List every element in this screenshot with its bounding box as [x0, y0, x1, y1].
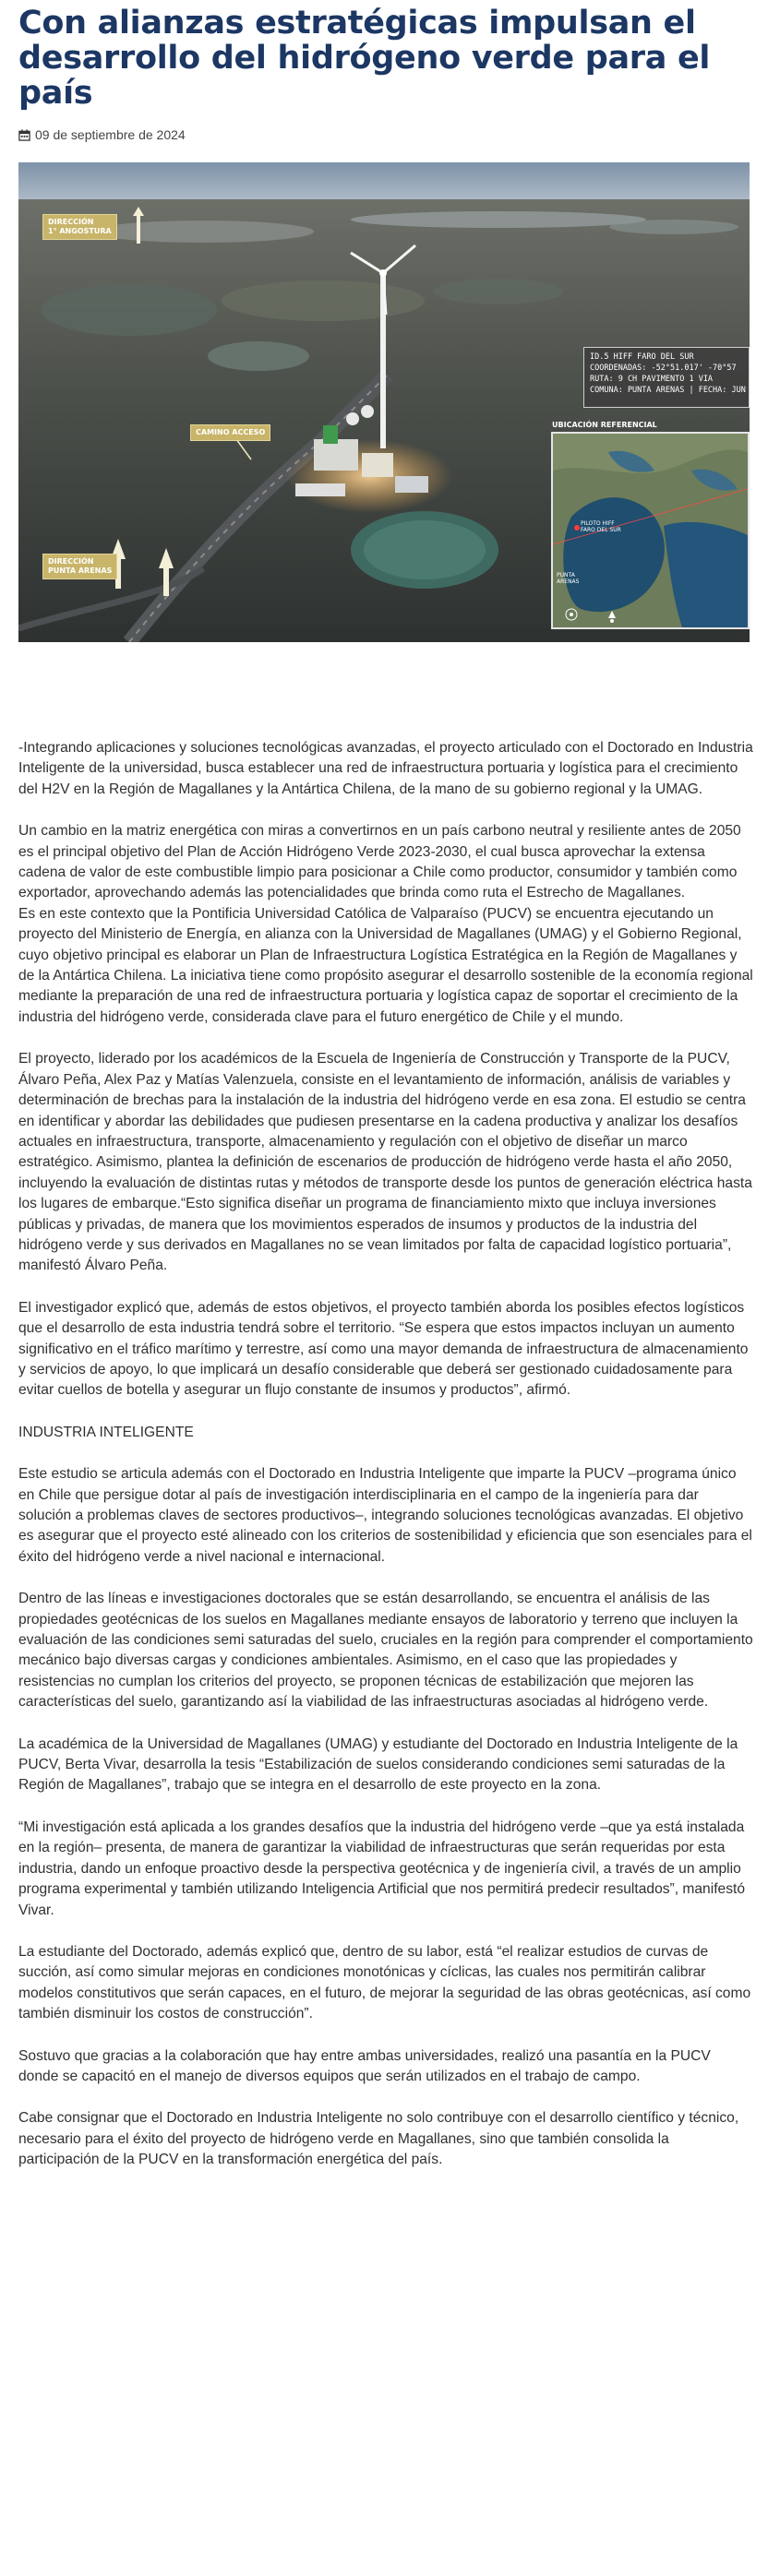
location-infobox	[583, 347, 750, 408]
map-marker-icon	[574, 525, 580, 531]
paragraph: La académica de la Universidad de Magallanes (UMAG) y estudiante del Doctorado en Industria Inteligente de la PUCV, Berta Vivar, desarrolla la tesis “Estabilización de suelos considerando condiciones semi saturadas de la Región de Magallanes”, trabajo que se integra en el desarrollo de este proyecto en la zona.	[18, 1735, 738, 1794]
location-map-inset	[551, 432, 750, 629]
article-body	[18, 738, 753, 2171]
paragraph: El investigador explicó que, además de estos objetivos, el proyecto también aborda los posibles efectos logísticos que el desarrollo de esta industria tendrá sobre el territorio. “Se espera que estos impactos incluyan un aumento significativo en el tráfico marítimo y terrestre, así como una mayor demanda de infraestructura de almacenamiento y servicios de apoyo, lo que implicará un desafío considerable que deberá ser gestionado cuidadosamente para evitar cuellos de botella y asegurar un flujo constante de insumos y productos”, afirmó.	[18, 1299, 749, 1399]
paragraph: Este estudio se articula además con el Doctorado en Industria Inteligente que imparte la PUCV –programa único en Chile que persigue dotar al país de investigación interdisciplinaria en el campo de la ingeniería para dar solución a problemas claves de sectores productivos–, integrando soluciones tecnológicas avanzadas. El objetivo es asegurar que el proyecto esté alineado con los criterios de sostenibilidad y eficiencia que son esenciales para el éxito del hidrógeno verde a nivel nacional e internacional.	[18, 1466, 752, 1565]
paragraph: El proyecto, liderado por los académicos de la Escuela de Ingeniería de Construcción y Transporte de la PUCV, Álvaro Peña, Alex Paz y Matías Valenzuela, consiste en el levantamiento de información, análisis de variables y determinación de brechas para la instalación de la industria del hidrógeno verde en esa zona. El estudio se centra en identificar y abordar las debilidades que pudiesen presentarse en la cadena productiva y analizar los desafíos actuales en infraestructura, transporte, almacenamiento y regulación con el objetivo de diseñar un marco estratégico. Asimismo, plantea la definición de escenarios de producción de hidrógeno verde hasta el año 2050, incluyendo la evaluación de distintas rutas y métodos de transporte desde los puntos de generación eléctrica hasta los lugares de embarque.“Esto significa diseñar un programa de financiamiento mixto que incluya inversiones públicas y privadas, de manera que los movimientos esperados de insumos y productos de la industria del hidrógeno verde y sus derivados en Magallanes no se vean limitados por falta de capacidad logístico portuaria”, manifestó Álvaro Peña.	[18, 1051, 752, 1274]
paragraph: Sostuvo que gracias a la colaboración que hay entre ambas universidades, realizó una pasantía en la PUCV donde se capacitó en el manejo de diversos equipos que serán utilizados en el trabajo de campo.	[18, 2047, 711, 2084]
sign-line: 1° ANGOSTURA	[48, 227, 112, 235]
map-label: UBICACIÓN REFERENCIAL	[552, 421, 657, 429]
paragraph: La estudiante del Doctorado, además explicó que, dentro de su labor, está “el realizar estudios de curvas de succión, así como simular mejoras en condiciones monotónicas y cíclicas, las cuales nos permitirán calibrar modelos constitutivos que serán capaces, en el futuro, de mejorar la seguridad de las obras geotécnicas, así como también disminuir los costos de construcción”.	[18, 1943, 751, 2022]
sign-direccion-angostura	[42, 214, 117, 240]
paragraph: “Mi investigación está aplicada a los grandes desafíos que la industria del hidrógeno verde –que ya está instalada en la región– presenta, de manera de garantizar la viabilidad de infraestructuras que serán requeridas por esta industria, dando un enfoque proactivo desde la perspectiva geotécnica y de ingeniería civil, a través de un amplio programa experimental y también utilizando Inteligencia Artificial que nos permitirá predecir resultados”, manifestó Vivar.	[18, 1819, 746, 1918]
sign-direccion-punta-arenas	[42, 554, 117, 579]
inset-pin-label	[581, 520, 621, 533]
infobox-line: ID.5 HIFF FARO DEL SUR	[590, 352, 694, 362]
calendar-icon	[18, 129, 30, 141]
paragraph: Es en este contexto que la Pontificia Universidad Católica de Valparaíso (PUCV) se encuentra ejecutando un proyecto del Ministerio de Energía, en alianza con la Universidad de Magallanes (UMAG) y el Gobierno Regional, cuyo objetivo principal es elaborar un Plan de Infraestructura Logística Estratégica en la Región de Magallanes y de la Antártica Chilena. La iniciativa tiene como propósito asegurar el desarrollo sostenible de la economía regional mediante la preparación de una red de infraestructura portuaria y logística capaz de soportar el crecimiento de la industria del hidrógeno verde, considerada clave para el futuro energético de Chile y el mundo.	[18, 905, 753, 1025]
article-title: Con alianzas estratégicas impulsan el desarrollo del hidrógeno verde para el país	[18, 5, 711, 112]
paragraph: Cabe consignar que el Doctorado en Industria Inteligente no solo contribuye con el desarrollo científico y técnico, necesario para el éxito del proyecto de hidrógeno verde en Magallanes, sino que también consolida la participación de la PUCV en la transformación energética del país.	[18, 2110, 739, 2168]
article-date	[18, 127, 186, 142]
paragraph: Un cambio en la matriz energética con miras a convertirnos en un país carbono neutral y resiliente antes de 2050 es el principal objetivo del Plan de Acción Hidrógeno Verde 2023-2030, el cual busca aprovechar la extensa cadena de valor de este combustible limpio para posicionar a Chile como productor, consumidor y también como exportador, aprovechando además las potencialidades que brinda como ruta el Estrecho de Magallanes.	[18, 823, 741, 901]
inset-label: PILOTO HIFF	[581, 520, 615, 527]
inset-label: ARENAS	[557, 578, 580, 585]
paragraph: Dentro de las líneas e investigaciones doctorales que se están desarrollando, se encuentra el análisis de las propiedades geotécnicas de los suelos en Magallanes mediante ensayos de laboratorio y terreno que incluyen la evaluación de las condiciones semi saturadas del suelo, cruciales en la región para comprender el comportamiento mecánico bajo diversas cargas y condiciones ambientales. Asimismo, en el caso que las propiedades y resistencias no cumplan los criterios del proyecto, se proponen técnicas de estabilización que mejoren las características del suelo, garantizando así la viabilidad de las infraestructuras asociadas al hidrógeno verde.	[18, 1591, 753, 1711]
section-heading: INDUSTRIA INTELIGENTE	[18, 1424, 194, 1440]
infobox-line: RUTA: 9 CH PAVIMENTO 1 VIA	[590, 375, 714, 384]
sign-camino-acceso	[190, 424, 270, 441]
infobox-line: COMUNA: PUNTA ARENAS | FECHA: JUN	[590, 386, 746, 395]
inset-label: FARO DEL SUR	[581, 527, 621, 533]
hero-image	[18, 162, 750, 642]
inset-label: PUNTA	[557, 572, 575, 578]
infobox-line: COORDENADAS: -52°51.017' -70°57	[590, 364, 737, 373]
inset-city-label	[557, 572, 579, 585]
date-text: 09 de septiembre de 2024	[35, 127, 186, 142]
sign-line: DIRECCIÓN	[48, 557, 94, 566]
sign-line: PUNTA ARENAS	[48, 566, 113, 575]
sign-line: CAMINO ACCESO	[196, 428, 266, 436]
sign-line: DIRECCIÓN	[48, 218, 94, 226]
paragraph: -Integrando aplicaciones y soluciones tecnológicas avanzadas, el proyecto articulado con el Doctorado en Industria Inteligente de la universidad, busca establecer una red de infraestructura portuaria y logística para el crecimiento del H2V en la Región de Magallanes y la Antártica Chilena, de la mano de su gobierno regional y la UMAG.	[18, 740, 753, 797]
